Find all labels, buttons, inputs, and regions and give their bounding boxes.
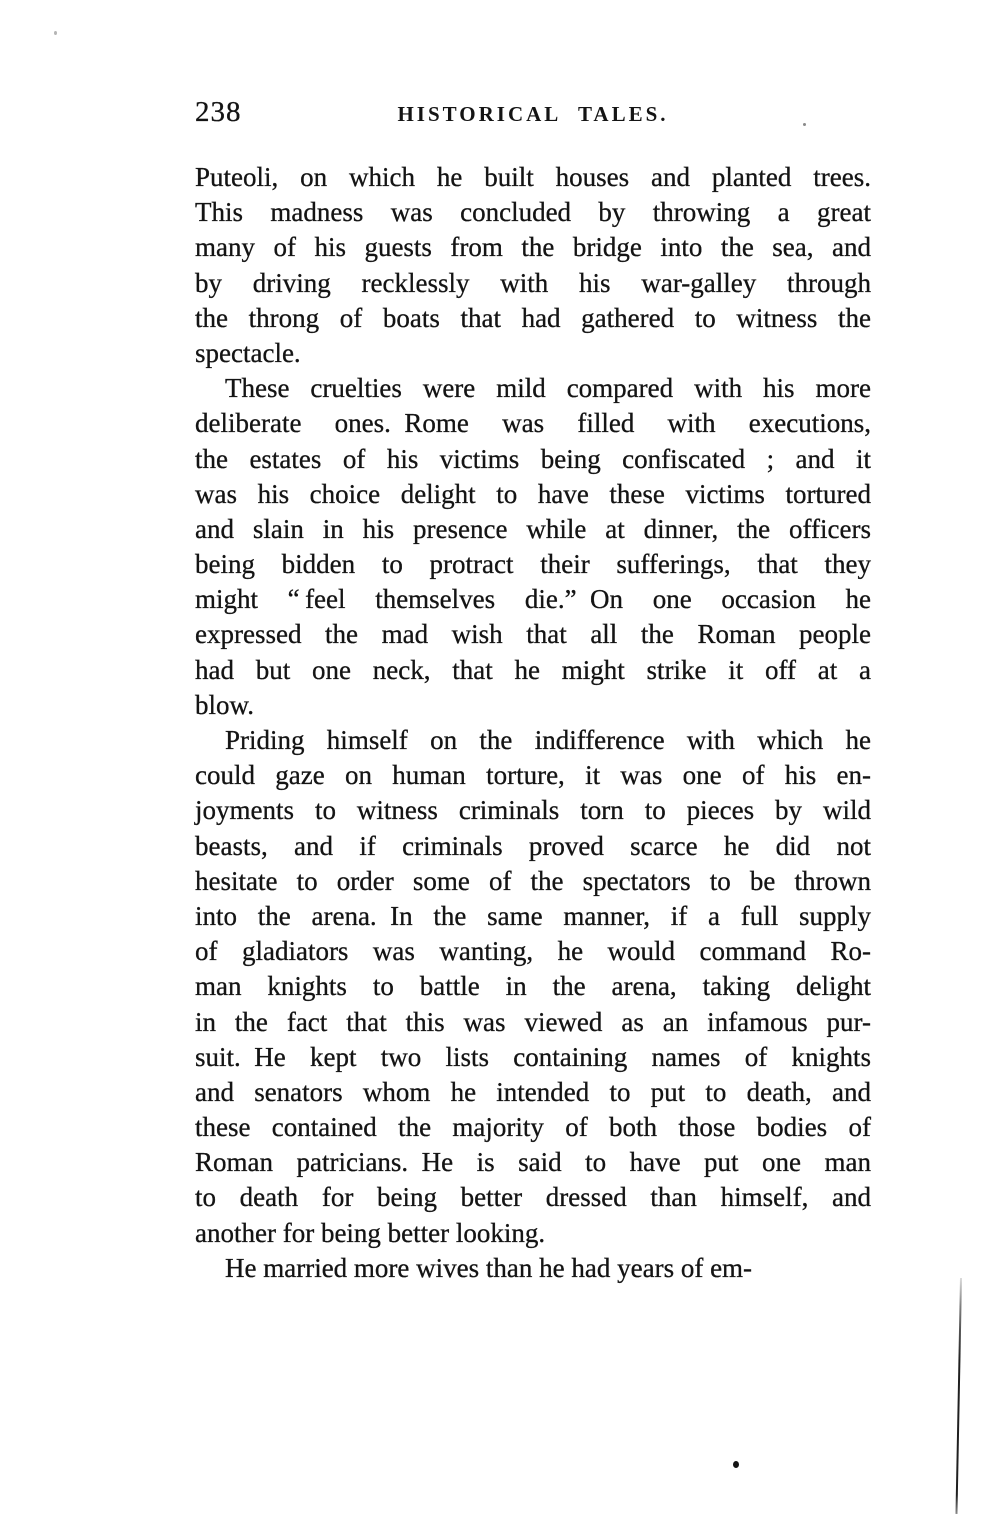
text-line: the estates of his victims being confiscated ; and it xyxy=(195,443,871,474)
scan-artifact-line xyxy=(955,1278,962,1514)
text-line: being bidden to protract their sufferings, that they xyxy=(195,549,871,580)
text-line: blow. xyxy=(195,689,254,720)
text-line: expressed the mad wish that all the Roman people xyxy=(195,619,871,650)
text-line: spectacle. xyxy=(195,337,301,368)
ink-spot-artifact xyxy=(733,1461,739,1468)
text-line: many of his guests from the bridge into the sea, and xyxy=(195,232,871,263)
running-title: HISTORICAL TALES. xyxy=(397,102,669,126)
text-line: deliberate ones. Rome was filled with executions, xyxy=(195,408,871,439)
paragraph xyxy=(195,723,871,1251)
text-line: and senators whom he intended to put to death, and xyxy=(195,1076,871,1107)
speck-artifact-top xyxy=(54,31,57,35)
text-line: He married more wives than he had years of em- xyxy=(225,1252,753,1283)
text-line: Priding himself on the indifference with which he xyxy=(225,725,871,755)
text-line: beasts, and if criminals proved scarce he did not xyxy=(195,830,871,861)
text-line: might “ feel themselves die.” On one occasion he xyxy=(195,584,871,615)
body-text xyxy=(195,160,871,1286)
text-line: Puteoli, on which he built houses and planted trees. xyxy=(195,162,871,192)
text-line: This madness was concluded by throwing a great xyxy=(195,197,871,228)
text-line: into the arena. In the same manner, if a full supply xyxy=(195,900,871,931)
text-line: was his choice delight to have these victims tortured xyxy=(195,478,871,509)
text-line: the throng of boats that had gathered to witness the xyxy=(195,302,871,333)
text-line: hesitate to order some of the spectators to be thrown xyxy=(195,865,871,896)
text-line: joyments to witness criminals torn to pieces by wild xyxy=(195,795,871,826)
speck-artifact-header xyxy=(803,123,806,126)
text-line: These cruelties were mild compared with his more xyxy=(225,373,871,404)
text-line: of gladiators was wanting, he would command Ro- xyxy=(195,936,871,967)
text-line: man knights to battle in the arena, taking delight xyxy=(195,971,871,1002)
paragraph xyxy=(195,371,871,723)
text-line: Roman patricians. He is said to have put one man xyxy=(195,1147,871,1178)
text-line: in the fact that this was viewed as an infamous pur- xyxy=(195,1006,871,1037)
text-line: another for being better looking. xyxy=(195,1217,546,1248)
text-line: had but one neck, that he might strike it off at a xyxy=(195,654,871,685)
text-line: could gaze on human torture, it was one of his en- xyxy=(195,760,871,791)
text-line: suit. He kept two lists containing names of knights xyxy=(195,1041,871,1072)
text-line: these contained the majority of both those bodies of xyxy=(195,1112,871,1143)
page-number: 238 xyxy=(195,96,242,128)
running-head xyxy=(195,96,871,130)
paragraph xyxy=(195,160,871,371)
text-line: and slain in his presence while at dinner, the officers xyxy=(195,513,871,544)
paragraph xyxy=(195,1251,871,1286)
text-line: by driving recklessly with his war-galley through xyxy=(195,267,871,298)
text-line: to death for being better dressed than himself, and xyxy=(195,1182,871,1213)
